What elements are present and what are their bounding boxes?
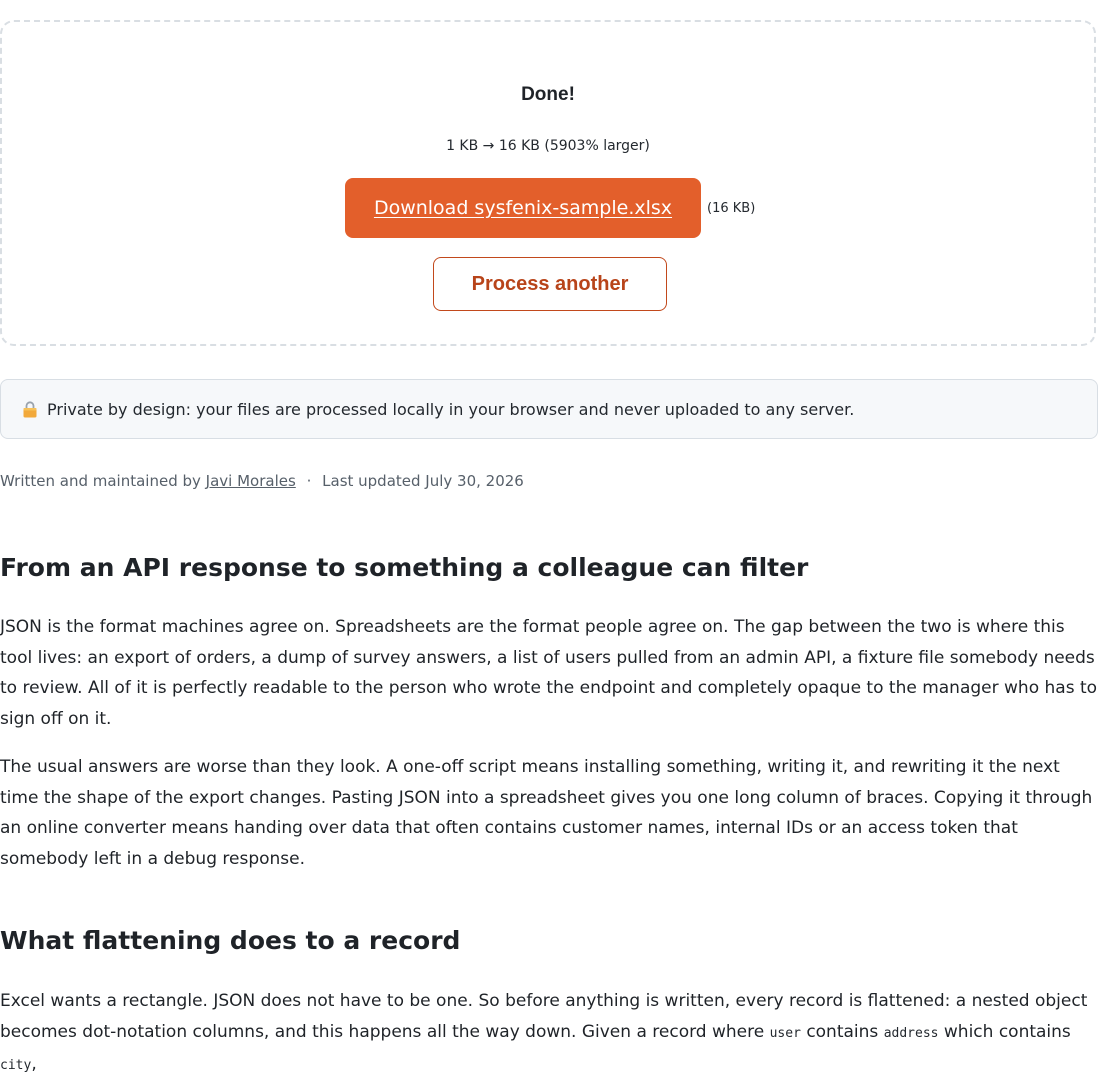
text-segment: contains <box>806 1021 879 1042</box>
size-comparison: 1 KB → 16 KB (5903% larger) <box>446 138 650 154</box>
download-button[interactable]: Download sysfenix-sample.xlsx <box>345 178 701 238</box>
done-title: Done! <box>521 84 575 105</box>
paragraph-flattening <box>0 986 1100 1082</box>
last-updated: Last updated July 30, 2026 <box>322 472 524 490</box>
byline-separator: · <box>306 472 312 490</box>
code-user: user <box>769 1025 801 1041</box>
code-address: address <box>883 1025 939 1041</box>
author-link[interactable]: Javi Morales <box>205 472 296 490</box>
text-segment: which contains <box>943 1021 1071 1042</box>
privacy-text: Private by design: your files are processed locally in your browser and never uploaded to any server. <box>47 399 855 419</box>
download-row <box>345 178 755 238</box>
code-city: city <box>0 1058 32 1073</box>
result-panel <box>0 20 1096 346</box>
text-segment: Excel wants a rectangle. JSON does not have to be one. So before anything is written, every record is flattened: a nested object becomes dot-notation columns, and this happens all the way down. Given a record where <box>0 991 1088 1042</box>
byline-prefix: Written and maintained by <box>0 472 201 490</box>
privacy-banner <box>0 379 1098 439</box>
byline <box>0 472 524 490</box>
section-heading-flattening: What flattening does to a record <box>0 926 461 955</box>
paragraph-usual-answers: The usual answers are worse than they look. A one-off script means installing something, writing it, and rewriting it the next time the shape of the export changes. Pasting JSON into a spreadsheet gives you one long column of braces. Copying it through an online converter means handing over data that often contains customer names, internal IDs or an access token that somebody left in a debug response. <box>0 757 1093 869</box>
lock-icon <box>23 401 37 418</box>
section-heading-api: From an API response to something a colleague can filter <box>0 553 809 582</box>
text-segment: , <box>31 1054 37 1074</box>
download-file-size: (16 KB) <box>707 200 756 216</box>
paragraph-intro: JSON is the format machines agree on. Spreadsheets are the format people agree on. The gap between the two is where this tool lives: an export of orders, a dump of survey answers, a list of users pulled from an admin API, a fixture file somebody needs to review. All of it is perfectly readable to the person who wrote the endpoint and completely opaque to the manager who has to sign off on it. <box>0 617 1098 729</box>
process-another-button[interactable]: Process another <box>433 257 667 311</box>
